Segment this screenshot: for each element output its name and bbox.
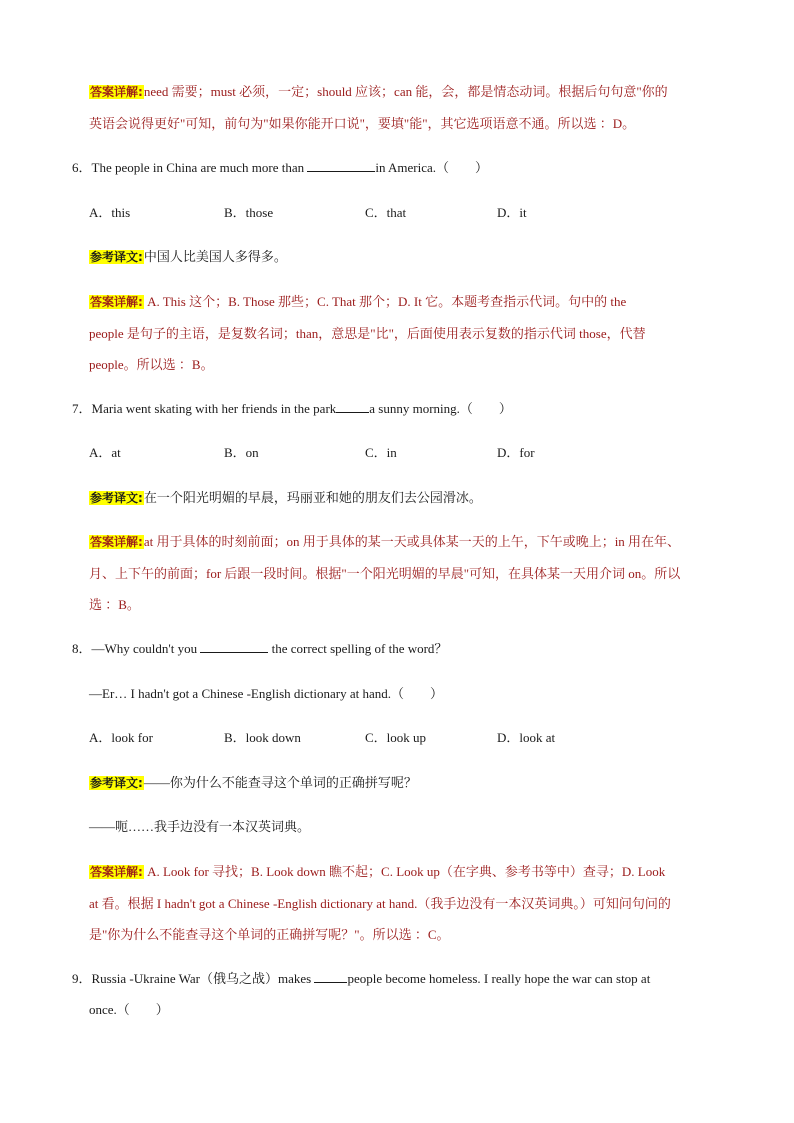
explanation-tag: 答案详解:: [90, 85, 143, 99]
option-a: A．this: [89, 205, 131, 220]
option-c: C．look up: [365, 730, 427, 745]
question-9-line2: once.（ ）: [89, 1002, 169, 1017]
question-8-explanation: 答案详解: A. Look for 寻找；B. Look down 瞧不起；C. Look up（在字典、参考书等中）查寻；D. Look at 看。根据 I hadn't got a Chinese -English dictionary at hand.（我手边没有一本汉英词典。）可知问句问的 是"你为什么不能查寻这个单词的正确拼写呢？"。所以选 ：C。: [89, 864, 671, 942]
question-6-stem: 6．The people in China are much more than in America.（ ）: [72, 160, 489, 175]
option-b: B．those: [224, 205, 274, 220]
question-7-stem: 7．Maria went skating with her friends in the park a sunny morning.（ ）: [72, 401, 512, 416]
question-8-stem: 8．—Why couldn't you the correct spelling of the word？: [72, 641, 448, 656]
question-7-options: [89, 443, 725, 463]
option-c: C．in: [365, 445, 397, 460]
option-c: C．that: [365, 205, 407, 220]
question-6-options: [89, 203, 725, 223]
explanation-tag: 答案详解:: [90, 535, 143, 549]
option-d: D．for: [497, 445, 535, 460]
option-a: A．at: [89, 445, 121, 460]
question-8-translation-line2: ——呃……我手边没有一本汉英词典。: [89, 819, 311, 834]
explanation-tag: 答案详解:: [90, 865, 143, 879]
question-7-translation: 参考译文:在一个阳光明媚的早晨，玛丽亚和她的朋友们去公园滑冰。: [90, 490, 482, 505]
question-6-explanation: 答案详解: A. This 这个；B. Those 那些；C. That 那个；D. It 它。本题考查指示代词。句中的 the people 是句子的主语，是复数名词；than，意思是"比"，后面使用表示复数的指示代词 those，代替 people。所以选 ：B。: [89, 294, 646, 372]
answer-blank: [200, 640, 268, 653]
translation-tag: 参考译文:: [90, 491, 143, 505]
option-d: D．it: [497, 205, 527, 220]
option-a: A．look for: [89, 730, 153, 745]
question-6-translation: 参考译文:中国人比美国人多得多。: [90, 249, 287, 264]
answer-blank: [307, 159, 375, 172]
question-8-line2: —Er… I hadn't got a Chinese -English dictionary at hand.（ ）: [89, 686, 443, 701]
option-b: B．on: [224, 445, 259, 460]
explanation-tag: 答案详解:: [90, 295, 143, 309]
q5-explanation: 答案详解:need 需要；must 必须，一定；should 应该；can 能，会，都是情态动词。根据后句句意"你的 英语会说得更好"可知，前句为"如果你能开口说"，要填"能"，其它选项语意不通。所以选 ：D。: [89, 84, 668, 131]
translation-tag: 参考译文:: [90, 776, 143, 790]
question-7-explanation: 答案详解:at 用于具体的时刻前面；on 用于具体的某一天或具体某一天的上午，下午或晚上；in 用在年、 月、上下午的前面；for 后跟一段时间。根据"一个阳光明媚的早晨"可知，在具体某一天用介词 on。所以 选 ：B。: [89, 534, 681, 612]
question-8-options: [89, 728, 725, 748]
answer-blank: [336, 400, 369, 413]
question-9-stem: 9．Russia -Ukraine War（俄乌之战）makes people become homeless. I really hope the war can stop at: [72, 971, 651, 986]
translation-tag: 参考译文:: [90, 250, 143, 264]
answer-blank: [314, 970, 347, 983]
option-d: D．look at: [497, 730, 556, 745]
option-b: B．look down: [224, 730, 301, 745]
question-8-translation: 参考译文:——你为什么不能查寻这个单词的正确拼写呢？: [90, 775, 417, 790]
